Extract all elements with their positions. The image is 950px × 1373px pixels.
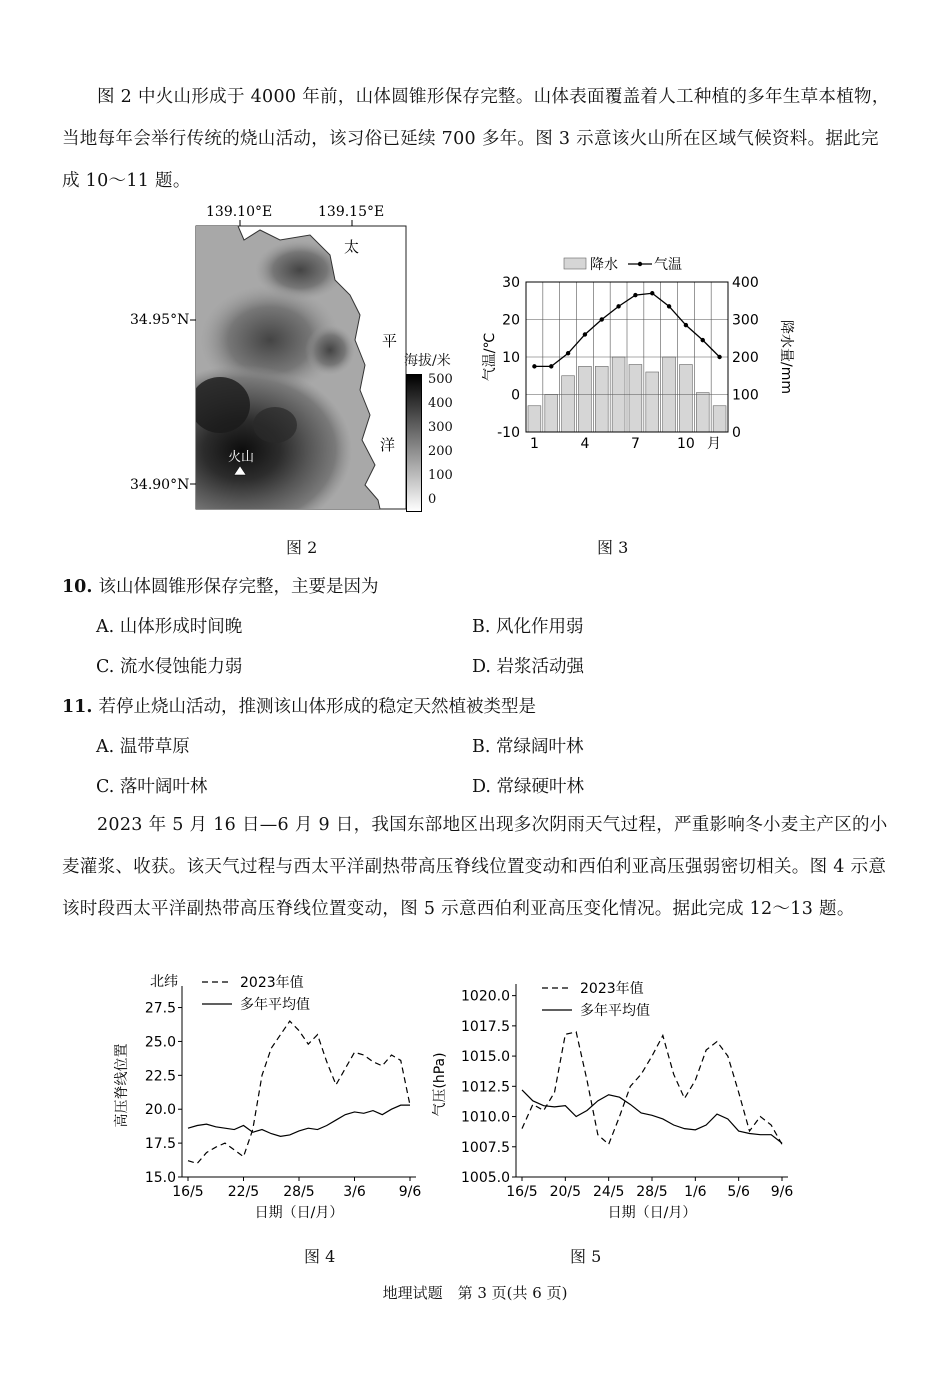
x-tick-label: 5/6 [727, 1184, 750, 1200]
y-left-axis-title: 气温/℃ [482, 332, 498, 382]
y-tick-label: 27.5 [144, 1000, 176, 1017]
y-tick-label: 1005.0 [461, 1170, 510, 1186]
figure-3-climate-chart [480, 250, 800, 460]
temperature-point [650, 291, 654, 295]
y-right-tick-label: 100 [732, 387, 759, 404]
legend-tick: 400 [428, 396, 453, 411]
precip-bar [696, 393, 709, 432]
question-number: 11. [62, 697, 93, 717]
x-tick-label: 10 [677, 436, 695, 452]
question-10 [62, 573, 379, 598]
sea-label-3: 洋 [380, 436, 396, 454]
legend-tick: 100 [428, 468, 453, 483]
x-tick-label: 16/5 [506, 1184, 538, 1200]
y-axis-top-label: 北纬 [150, 974, 178, 990]
x-tick-label: 9/6 [398, 1184, 422, 1200]
y-tick-label: 25.0 [144, 1034, 176, 1051]
precip-bar [545, 395, 558, 433]
temperature-point [532, 364, 536, 368]
y-left-tick-label: -10 [497, 425, 520, 441]
x-tick-label: 3/6 [343, 1184, 366, 1200]
figure-4-caption: 图 4 [304, 1247, 336, 1266]
x-tick-label: 28/5 [283, 1184, 315, 1200]
precip-bar [595, 366, 608, 432]
y-tick-label: 1017.5 [461, 1018, 510, 1035]
x-axis-title: 日期（日/月） [254, 1205, 344, 1221]
q11-option-b: B. 常绿阔叶林 [472, 737, 584, 757]
temperature-point [549, 364, 553, 368]
figure-3-caption: 图 3 [597, 538, 629, 557]
y-left-tick-label: 10 [502, 350, 520, 366]
precip-bar [579, 366, 592, 432]
legend-tick: 300 [428, 420, 453, 435]
precip-bar [646, 372, 659, 432]
intro-paragraph-1: 图 2 中火山形成于 4000 年前，山体圆锥形保存完整。山体表面覆盖着人工种植的多年生草本植物，当地每年会举行传统的烧山活动，该习俗已延续 700 多年。图 3 示意该火山所在区域气候资料。据此完成 10～11 题。 [62, 87, 890, 191]
series-average-line [522, 1090, 782, 1143]
y-tick-label: 1007.5 [461, 1139, 510, 1156]
legend-tick: 0 [428, 492, 437, 507]
x-tick-label: 20/5 [549, 1184, 582, 1200]
legend-temp-label: 气温 [654, 257, 682, 273]
x-tick-label: 22/5 [227, 1184, 260, 1200]
x-axis-title: 日期（日/月） [607, 1205, 697, 1221]
x-tick-label: 28/5 [636, 1184, 668, 1200]
q11-option-a: A. 温带草原 [96, 737, 190, 757]
question-number: 10. [62, 577, 93, 597]
legend-tick: 500 [428, 372, 453, 387]
figure-5-caption: 图 5 [570, 1247, 602, 1266]
y-axis-title: 气压(hPa) [432, 1052, 448, 1117]
x-tick-label: 16/5 [172, 1184, 204, 1200]
legend-2023-label: 2023年值 [240, 975, 304, 991]
figure-4-ridge-line-chart [110, 968, 430, 1230]
temperature-point [616, 304, 620, 308]
x-tick-label: 4 [580, 436, 590, 452]
page-footer: 地理试题 第 3 页(共 6 页) [382, 1284, 568, 1302]
precip-bar [713, 406, 726, 432]
temperature-point [701, 338, 705, 342]
legend-average-label: 多年平均值 [580, 1003, 650, 1019]
y-right-tick-label: 0 [732, 425, 741, 441]
precip-bar [629, 365, 642, 433]
x-tick-label: 7 [630, 436, 640, 452]
legend-title: 海拔/米 [404, 353, 451, 369]
precip-bar [528, 406, 541, 432]
legend-temp-dot [638, 262, 642, 266]
x-tick-label: 24/5 [592, 1184, 625, 1200]
y-tick-label: 1020.0 [461, 988, 510, 1005]
y-tick-label: 22.5 [144, 1068, 176, 1085]
question-11 [62, 693, 536, 718]
question-text: 该山体圆锥形保存完整，主要是因为 [98, 577, 379, 597]
x-tick-label: 1 [529, 436, 539, 452]
y-tick-label: 17.5 [144, 1136, 176, 1153]
lon-label-1: 139.10°E [206, 204, 273, 220]
y-right-tick-label: 400 [732, 275, 759, 291]
q10-option-c: C. 流水侵蚀能力弱 [96, 657, 243, 677]
q10-option-b: B. 风化作用弱 [472, 617, 584, 637]
y-left-tick-label: 30 [502, 275, 520, 291]
sea-label-2: 平 [382, 332, 398, 350]
q10-option-a: A. 山体形成时间晚 [96, 617, 243, 637]
sea-label-1: 太 [344, 238, 360, 256]
temperature-point [600, 317, 604, 321]
y-right-tick-label: 200 [732, 350, 759, 366]
volcano-label: 火山 [228, 450, 255, 465]
lat-label-2: 34.90°N [130, 477, 190, 493]
elevation-legend [404, 350, 470, 515]
y-right-axis-title: 降水量/mm [778, 320, 794, 394]
series-2023-line [188, 1021, 410, 1163]
legend-gradient-bar [406, 374, 422, 512]
temperature-point [583, 332, 587, 336]
question-text: 若停止烧山活动，推测该山体形成的稳定天然植被类型是 [98, 697, 537, 717]
legend-precip-label: 降水 [590, 257, 618, 273]
lat-label-1: 34.95°N [130, 312, 190, 328]
y-tick-label: 20.0 [144, 1102, 176, 1119]
legend-tick: 200 [428, 444, 453, 459]
temperature-point [667, 304, 671, 308]
y-tick-label: 1010.0 [461, 1109, 510, 1126]
y-axis-title: 高压脊线位置 [114, 1043, 130, 1128]
series-average-line [188, 1105, 410, 1136]
x-tick-label: 9/6 [770, 1184, 794, 1200]
legend-precip-swatch [564, 258, 586, 269]
y-tick-label: 1015.0 [461, 1049, 510, 1066]
series-2023-line [522, 1032, 782, 1144]
temperature-point [684, 323, 688, 327]
precip-bar [562, 376, 575, 432]
y-left-tick-label: 0 [511, 387, 520, 404]
legend-average-label: 多年平均值 [240, 997, 310, 1013]
legend-ticks [428, 368, 453, 512]
figure-2-caption: 图 2 [286, 538, 318, 557]
lon-label-2: 139.15°E [318, 204, 385, 220]
temperature-point [633, 293, 637, 297]
intro-paragraph-2: 2023 年 5 月 16 日—6 月 9 日，我国东部地区出现多次阴雨天气过程，严重影响冬小麦主产区的小麦灌浆、收获。该天气过程与西太平洋副热带高压脊线位置变动和西伯利亚高压强弱密切相关。图 4 示意该时段西太平洋副热带高压脊线位置变动，图 5 示意西伯利亚高压变化情况。据此完成 12～13 题。 [62, 815, 888, 919]
q10-option-d: D. 岩浆活动强 [472, 657, 585, 677]
temperature-point [717, 355, 721, 359]
x-unit-label: 月 [707, 436, 721, 452]
q11-option-d: D. 常绿硬叶林 [472, 777, 585, 797]
figure-5-pressure-chart [430, 968, 800, 1230]
temperature-point [566, 351, 570, 355]
q11-option-c: C. 落叶阔叶林 [96, 777, 208, 797]
y-tick-label: 15.0 [144, 1170, 176, 1186]
y-right-tick-label: 300 [732, 312, 759, 329]
legend-2023-label: 2023年值 [580, 981, 644, 997]
y-left-tick-label: 20 [502, 312, 520, 329]
precip-bar [680, 365, 693, 433]
x-tick-label: 1/6 [684, 1184, 707, 1200]
y-tick-label: 1012.5 [461, 1079, 510, 1096]
